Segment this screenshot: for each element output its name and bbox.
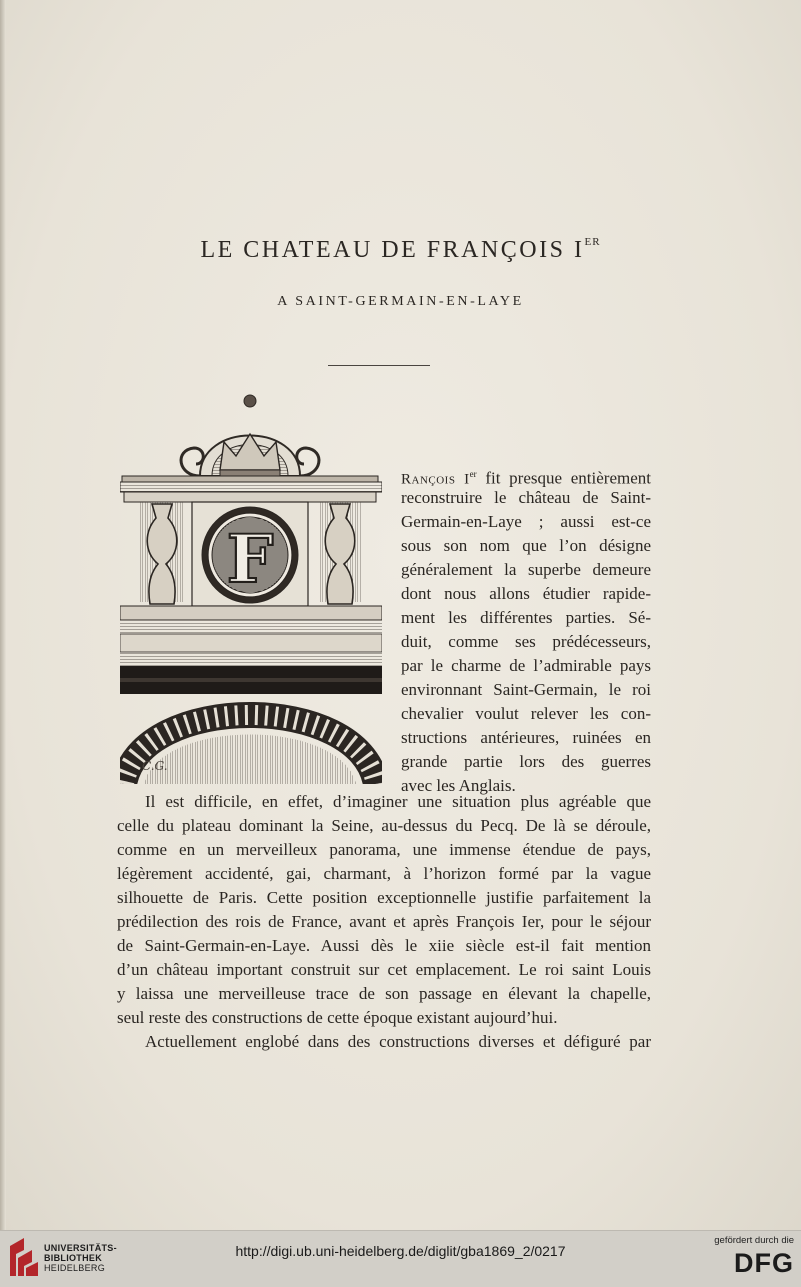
column-line: chevalier voulut relever les con-: [401, 704, 651, 723]
column-line: grande partie lors des guerres: [401, 752, 651, 771]
baluster-right: [318, 502, 362, 604]
body-line: d’un château important construit sur cet emplacement. Le roi saint Louis: [117, 960, 651, 979]
engraver-signature: C.G.: [142, 759, 168, 773]
body-line: seul reste des constructions de cette époque existant aujourd’hui.: [117, 1008, 558, 1027]
body-line: comme en un merveilleux panorama, une immense étendue de pays,: [117, 840, 651, 859]
body-line: silhouette de Paris. Cette position exceptionnelle justifie parfaitement la: [117, 888, 651, 907]
drop-cap-continuation: Rançois I: [401, 471, 470, 488]
column-line: généralement la superbe demeure: [401, 560, 651, 579]
column-line-text: fit presque entièrement: [476, 468, 651, 488]
column-line: structions antérieures, ruinées en: [401, 728, 651, 747]
body-line: légèrement accidenté, gai, charmant, à l’horizon formé par la vague: [117, 864, 651, 883]
balustrade-base: [120, 606, 382, 694]
body-line: y laissa une merveilleuse trace de son passage en élevant la chapelle,: [117, 984, 651, 1003]
body-line: celle du plateau dominant la Seine, au-dessus du Pecq. De là se déroule,: [117, 816, 651, 835]
column-line: [401, 462, 651, 486]
initial-letter: F: [226, 520, 274, 598]
baluster-left: [140, 502, 184, 604]
chapter-title-text: LE CHATEAU DE FRANÇOIS I: [200, 237, 585, 263]
chapter-title-superscript: ER: [584, 236, 601, 248]
chapter-subtitle: A SAINT-GERMAIN-EN-LAYE: [277, 294, 524, 309]
superscript: er: [469, 469, 477, 479]
column-line: par le charme de l’admirable pays: [401, 656, 651, 675]
column-line: ment les différentes parties. Sé-: [401, 608, 651, 627]
ornamental-initial-illustration: [120, 392, 382, 784]
chapter-title: [0, 236, 801, 264]
crown-pediment: [181, 395, 319, 476]
body-line: de Saint-Germain-en-Laye. Aussi dès le xiie siècle est-il fait mention: [117, 936, 651, 955]
body-line: prédilection des rois de France, avant et après François Ier, pour le séjour: [117, 912, 651, 931]
funding-label: gefördert durch die: [714, 1235, 794, 1246]
column-line: Germain-en-Laye ; aussi est-ce: [401, 512, 651, 531]
column-line: duit, comme ses prédécesseurs,: [401, 632, 651, 651]
permalink-url[interactable]: http://digi.ub.uni-heidelberg.de/diglit/gba1869_2/0217: [235, 1243, 566, 1259]
initial-medallion: [192, 502, 308, 606]
balustrade-cornice: [120, 476, 382, 502]
column-line: sous son nom que l’on désigne: [401, 536, 651, 555]
column-line: reconstruire le château de Saint-: [401, 488, 651, 507]
column-line: dont nous allons étudier rapide-: [401, 584, 651, 603]
page-edge-shadow: [0, 0, 6, 1230]
library-name-line: HEIDELBERG: [44, 1263, 106, 1273]
column-line: avec les Anglais.: [401, 776, 516, 795]
dfg-logo[interactable]: DFG: [734, 1248, 794, 1278]
library-name-line: BIBLIOTHEK: [44, 1253, 102, 1263]
body-line: Actuellement englobé dans des constructions diverses et défiguré par: [145, 1032, 651, 1051]
brick-arch: [124, 715, 376, 784]
column-line: environnant Saint-Germain, le roi: [401, 680, 651, 699]
title-divider-rule: [328, 365, 430, 366]
body-line: Il est difficile, en effet, d’imaginer une situation plus agréable que: [145, 792, 651, 811]
library-name-line: UNIVERSITÄTS-: [44, 1243, 117, 1253]
